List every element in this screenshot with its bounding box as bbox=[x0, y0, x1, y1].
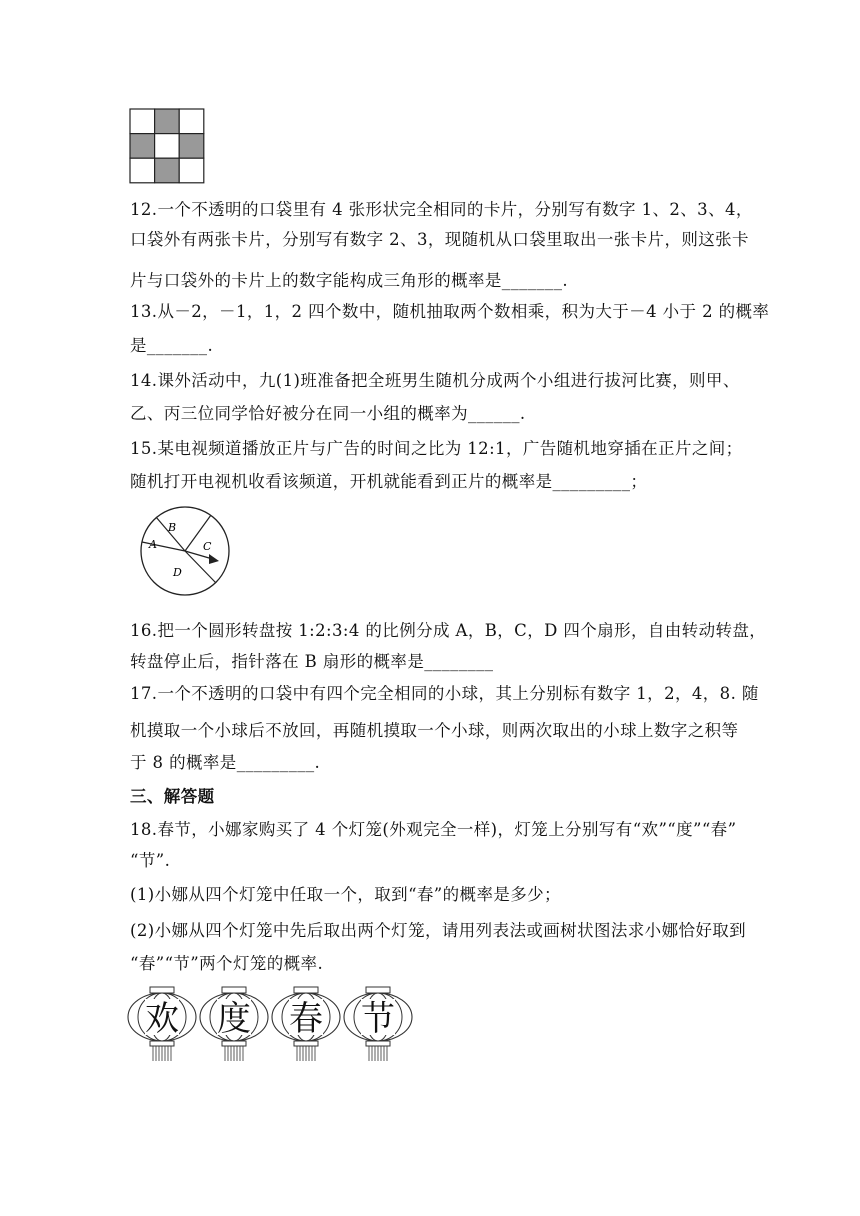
spinner-arrowhead bbox=[209, 554, 219, 564]
grid-cell-shaded bbox=[155, 158, 180, 183]
lantern-label-1: 欢 bbox=[145, 999, 179, 1039]
q18-line-2: “节”. bbox=[130, 851, 171, 870]
grid-cell-empty bbox=[179, 109, 204, 134]
grid-cell-shaded bbox=[155, 109, 180, 134]
q14-line-1: 14.课外活动中，九(1)班准备把全班男生随机分成两个小组进行拔河比赛，则甲、 bbox=[130, 371, 740, 390]
spinner-figure bbox=[135, 505, 241, 597]
q13-line-2: 是_______. bbox=[130, 336, 214, 355]
q15-line-1: 15.某电视频道播放正片与广告的时间之比为 12:1，广告随机地穿插在正片之间； bbox=[130, 439, 743, 458]
checkerboard-figure bbox=[129, 108, 205, 184]
q13-line-1: 13.从－2，－1，1，2 四个数中，随机抽取两个数相乘，积为大于－4 小于 2 的概率 bbox=[130, 302, 770, 321]
grid-cell-shaded bbox=[179, 134, 204, 159]
q16-line-2: 转盘停止后，指针落在 B 扇形的概率是________ bbox=[130, 652, 494, 671]
lantern-4 bbox=[344, 987, 412, 1061]
section-heading: 三、解答题 bbox=[130, 787, 215, 806]
spinner-label-b: B bbox=[168, 521, 177, 534]
lanterns-figure bbox=[126, 985, 416, 1065]
grid-cell-empty bbox=[130, 109, 155, 134]
q16-line-1: 16.把一个圆形转盘按 1:2:3:4 的比例分成 A，B，C，D 四个扇形，自由转动转盘， bbox=[130, 621, 767, 640]
q18-part-2-line-2: “春”“节”两个灯笼的概率. bbox=[130, 954, 324, 973]
q17-line-3: 于 8 的概率是_________. bbox=[130, 753, 321, 772]
lantern-label-4: 节 bbox=[361, 999, 395, 1039]
q15-line-2: 随机打开电视机收看该频道，开机就能看到正片的概率是_________； bbox=[130, 472, 648, 491]
lantern-label-2: 度 bbox=[217, 999, 251, 1039]
lantern-3 bbox=[272, 987, 340, 1061]
lantern-label-3: 春 bbox=[289, 999, 323, 1039]
spinner-label-a: A bbox=[149, 538, 157, 551]
grid-cell-shaded bbox=[130, 134, 155, 159]
grid-cell-empty bbox=[155, 134, 180, 159]
lantern-2 bbox=[200, 987, 268, 1061]
q18-part-2-line-1: (2)小娜从四个灯笼中先后取出两个灯笼，请用列表法或画树状图法求小娜恰好取到 bbox=[130, 921, 747, 940]
grid-cell-empty bbox=[130, 158, 155, 183]
q12-line-3: 片与口袋外的卡片上的数字能构成三角形的概率是_______. bbox=[130, 271, 568, 290]
q14-line-2: 乙、丙三位同学恰好被分在同一小组的概率为______. bbox=[130, 404, 526, 423]
q18-part-1: (1)小娜从四个灯笼中任取一个，取到“春”的概率是多少； bbox=[130, 885, 561, 904]
lantern-1 bbox=[128, 987, 196, 1061]
spinner-label-c: C bbox=[203, 540, 212, 553]
q12-line-2: 口袋外有两张卡片，分别写有数字 2、3，现随机从口袋里取出一张卡片，则这张卡 bbox=[130, 230, 749, 249]
spinner-label-d: D bbox=[173, 566, 182, 579]
q12-line-1: 12.一个不透明的口袋里有 4 张形状完全相同的卡片，分别写有数字 1、2、3、4， bbox=[130, 200, 753, 219]
q17-line-2: 机摸取一个小球后不放回，再随机摸取一个小球，则两次取出的小球上数字之积等 bbox=[130, 721, 739, 740]
grid-cell-empty bbox=[179, 158, 204, 183]
q18-line-1: 18.春节，小娜家购买了 4 个灯笼(外观完全一样)，灯笼上分别写有“欢”“度”“春” bbox=[130, 820, 737, 839]
q17-line-1: 17.一个不透明的口袋中有四个完全相同的小球，其上分别标有数字 1，2，4，8. 随 bbox=[130, 684, 759, 703]
